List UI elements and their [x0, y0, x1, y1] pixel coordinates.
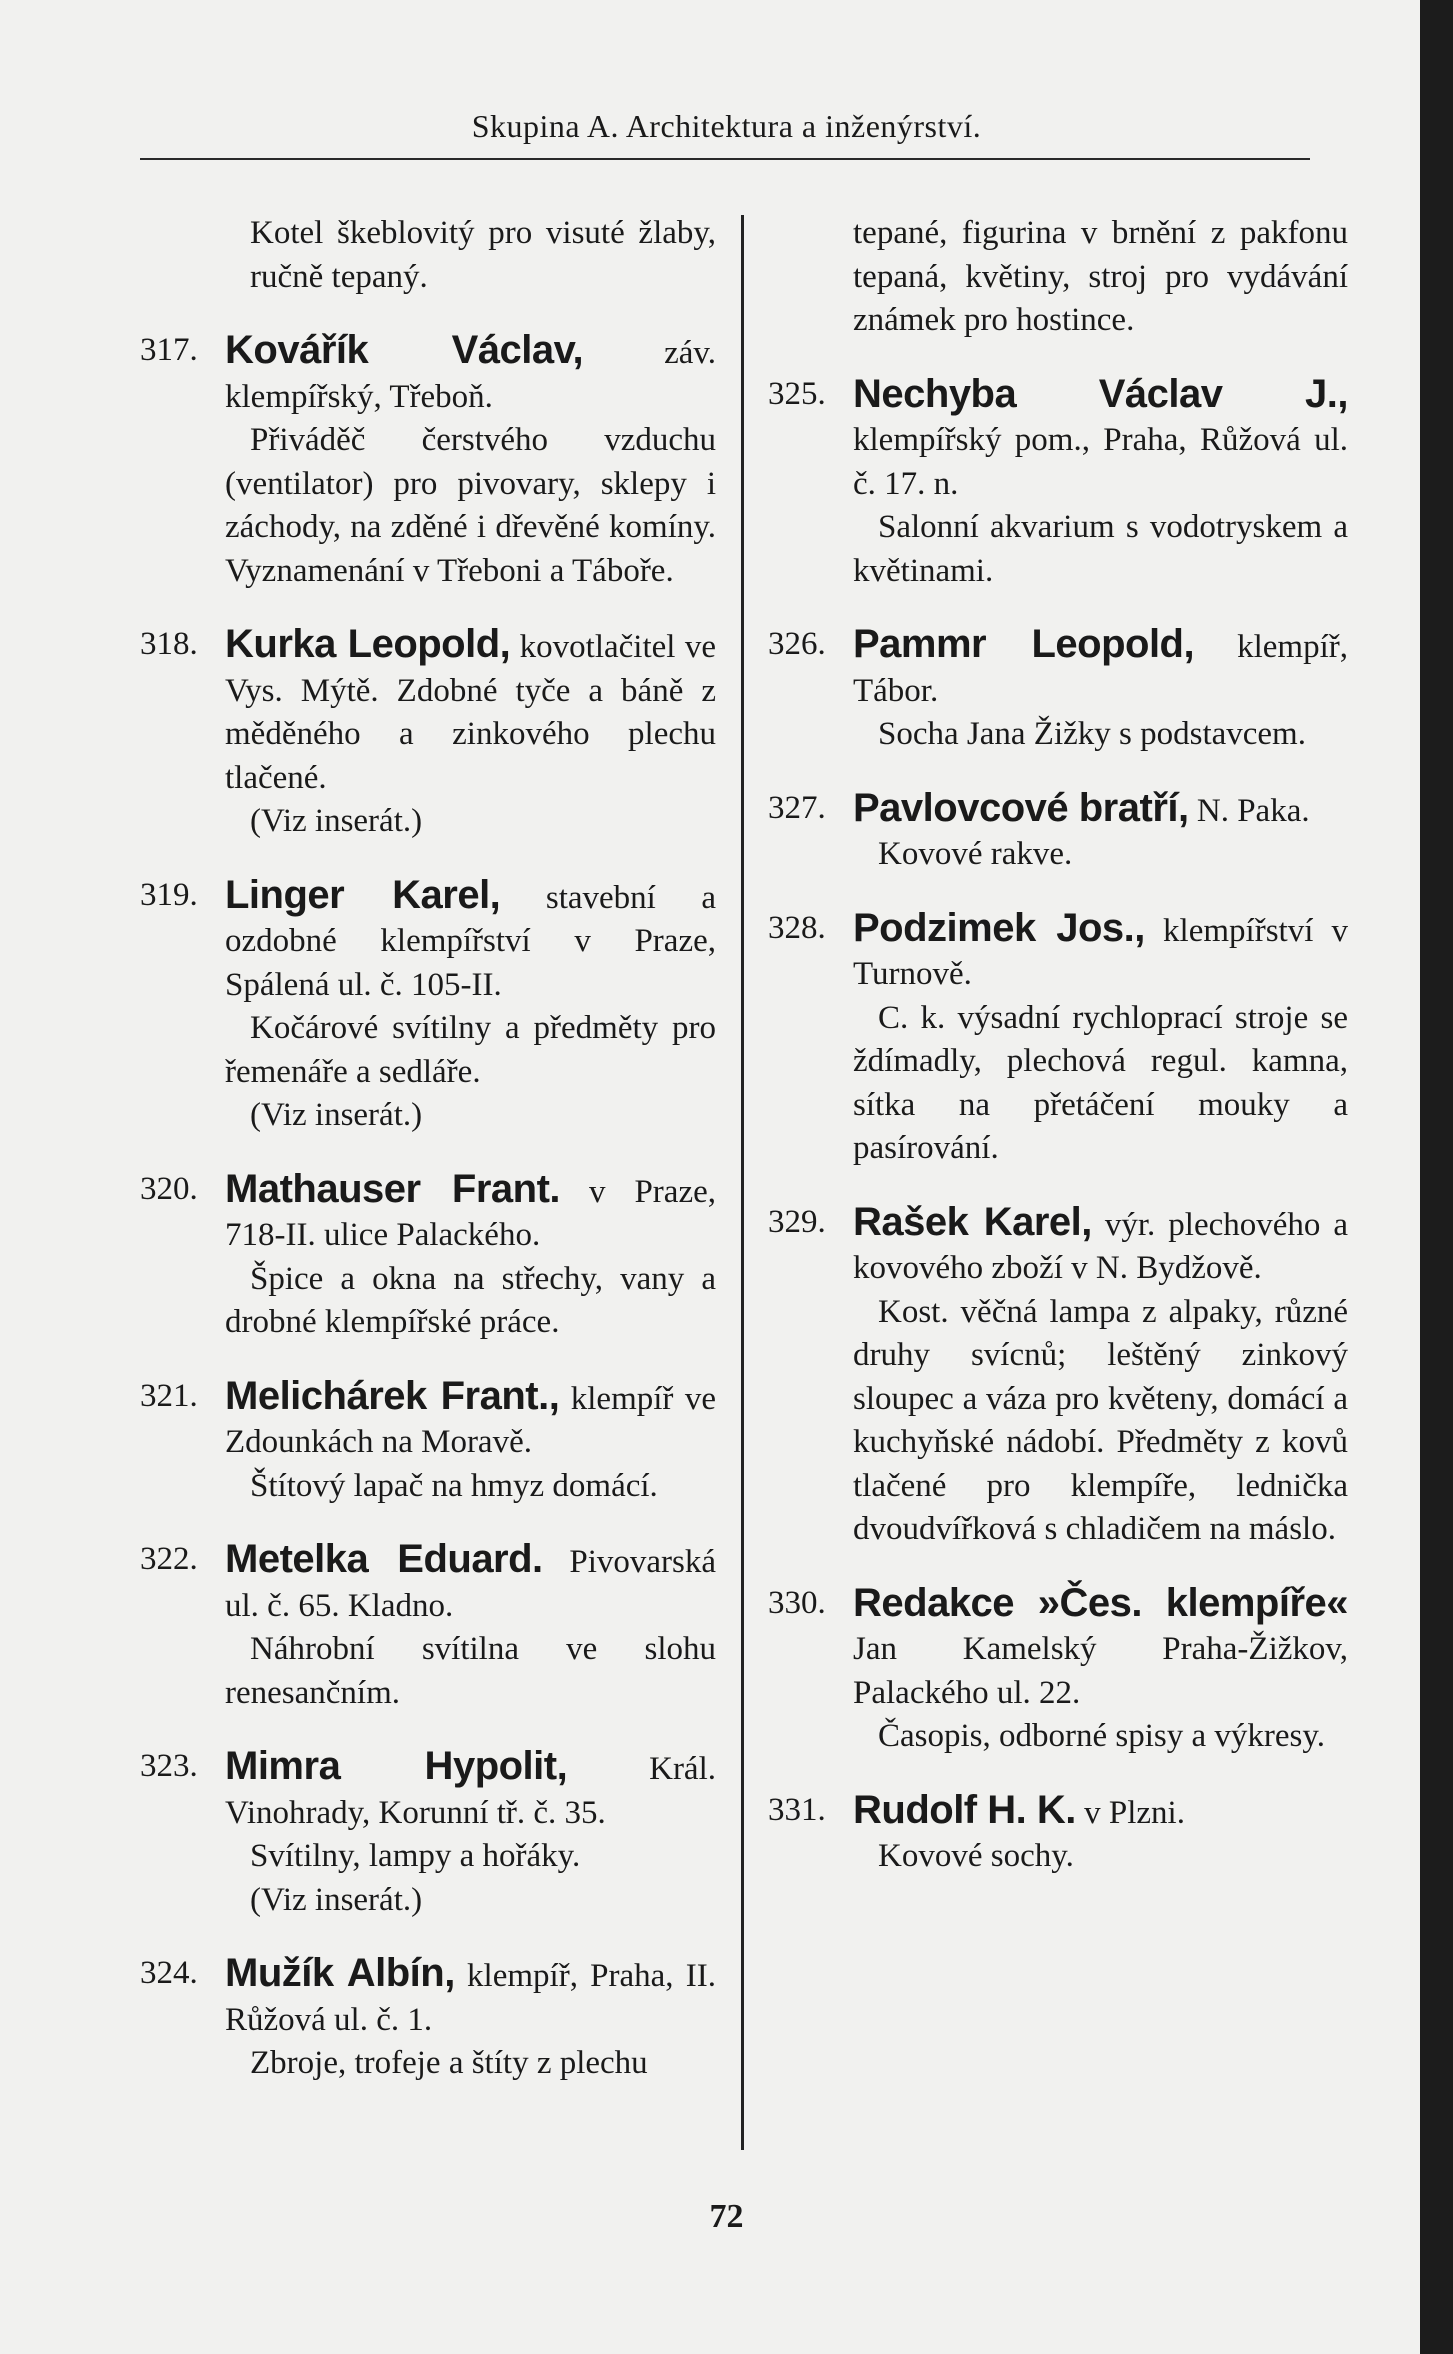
entry-heading: [853, 1201, 1348, 1291]
entry-name: Redakce »Čes. klempíře«: [853, 1580, 1348, 1625]
entry-info: v Plzni.: [1084, 1794, 1185, 1831]
entry-number: 319.: [140, 876, 198, 913]
entry-number: 327.: [768, 789, 826, 826]
page-number: 72: [709, 2198, 744, 2235]
entry-heading: [225, 1745, 716, 1835]
entry-info: kovotlačitel ve Vys. Mýtě. Zdobné tyče a báně z měděného a zinkového plechu tlačené.: [225, 629, 716, 796]
entry-description: Salonní akvarium s vodotryskem a květinami.: [853, 509, 1348, 589]
entry-description: Přiváděč čerstvého vzduchu (ventilator) pro pivovary, sklepy i záchody, na zděné i dřevěné komíny. Vyznamenání v Třeboni a Táboře.: [225, 422, 716, 589]
directory-entry: [140, 1168, 716, 1345]
entry-name: Kovářík Václav,: [225, 328, 584, 372]
entry-info: záv. klempířský, Třeboň.: [225, 335, 716, 415]
entry-heading: [853, 787, 1348, 834]
directory-entry: [768, 787, 1348, 877]
entry-description: Kočárové svítilny a předměty pro řemenáře a sedláře.: [225, 1010, 716, 1090]
entry-name: Mužík Albín,: [225, 1951, 455, 1995]
directory-entry: [140, 874, 716, 1138]
column-divider: [741, 215, 744, 2150]
entry-description: Zbroje, trofeje a štíty z plechu: [250, 2045, 648, 2081]
entry-number: 329.: [768, 1203, 826, 1240]
entry-number: 323.: [140, 1748, 198, 1784]
entry-info: výr. plechového a kovového zboží v N. Bydžově.: [853, 1206, 1349, 1286]
entry-info: klempířský pom., Praha, Růžová ul. č. 17. n.: [853, 422, 1348, 502]
directory-entry: [768, 1201, 1348, 1552]
entry-name: Podzimek Jos.,: [853, 905, 1145, 950]
running-header: Skupina A. Architektura a inženýrství.: [471, 108, 982, 144]
continuation-entry: [140, 212, 716, 299]
entry-info: Pivovarská ul. č. 65. Kladno.: [225, 1544, 716, 1624]
entry-name: Pavlovcové bratří,: [853, 785, 1189, 830]
entry-description: Socha Jana Žižky s podstavcem.: [878, 716, 1306, 752]
directory-entry: [140, 1745, 716, 1922]
entry-number: 324.: [140, 1955, 198, 1991]
entry-note: (Viz inserát.): [250, 803, 423, 839]
entry-heading: [853, 1582, 1348, 1716]
continuation-text: tepané, figurina v brnění z pakfonu tepaná, květiny, stroj pro vydávání známek pro hostince.: [853, 215, 1348, 338]
entry-heading: [225, 1375, 716, 1465]
entry-heading: [853, 623, 1348, 713]
entry-note: (Viz inserát.): [250, 1097, 423, 1133]
entry-info: klempíř, Tábor.: [853, 629, 1348, 709]
entry-heading: [225, 1538, 716, 1628]
right-column: [768, 212, 1348, 1879]
entry-number: 322.: [140, 1541, 198, 1577]
entry-number: 320.: [140, 1170, 198, 1207]
entry-number: 330.: [768, 1584, 826, 1621]
entry-number: 318.: [140, 626, 198, 662]
entry-number: 328.: [768, 909, 826, 946]
entry-number: 326.: [768, 626, 826, 662]
entry-description: Špice a okna na střechy, vany a drobné klempířské práce.: [225, 1260, 716, 1340]
directory-entry: [140, 1375, 716, 1509]
entry-number: 321.: [140, 1377, 198, 1414]
directory-entry: [768, 907, 1348, 1171]
entry-number: 325.: [768, 375, 826, 412]
directory-entry: [140, 1538, 716, 1715]
entry-info: N. Paka.: [1196, 792, 1310, 829]
entry-heading: [853, 373, 1348, 507]
entry-number: 331.: [768, 1791, 826, 1828]
entry-number: 317.: [140, 332, 198, 368]
entry-heading: [853, 1789, 1348, 1836]
entry-heading: [225, 329, 716, 419]
entry-info: klempíř, Praha, II. Růžová ul. č. 1.: [225, 1958, 716, 2038]
entry-name: Linger Karel,: [225, 872, 501, 917]
entry-name: Mimra Hypolit,: [225, 1744, 568, 1788]
entry-description: Svítilny, lampy a hořáky.: [250, 1838, 581, 1874]
directory-entry: [768, 1789, 1348, 1879]
entry-description: Štítový lapač na hmyz domácí.: [250, 1467, 658, 1504]
entry-name: Melichárek Frant.,: [225, 1373, 560, 1418]
entry-description: Časopis, odborné spisy a výkresy.: [878, 1718, 1325, 1754]
entry-heading: [225, 1952, 716, 2042]
entry-heading: [853, 907, 1348, 997]
directory-entry: [768, 623, 1348, 757]
entry-name: Mathauser Frant.: [225, 1166, 561, 1211]
entry-description: Kost. věčná lampa z alpaky, různé druhy svícnů; leštěný zinkový sloupec a váza pro květeny, domácí a kuchyňské nádobí. Předměty z kovů tlačené pro klempíře, lednička dvoudvířková s chladičem na máslo.: [853, 1293, 1348, 1547]
entry-note: (Viz inserát.): [250, 1881, 423, 1918]
continuation-entry: [768, 212, 1348, 343]
entry-name: Kurka Leopold,: [225, 622, 511, 666]
left-column: [140, 212, 716, 2086]
header-rule: [140, 158, 1310, 160]
directory-entry: [140, 329, 716, 593]
entry-description: Kovové rakve.: [878, 836, 1073, 872]
continuation-text: Kotel škeblovitý pro visuté žlaby, ručně tepaný.: [250, 215, 716, 295]
entry-name: Rašek Karel,: [853, 1199, 1092, 1244]
directory-entry: [140, 1952, 716, 2086]
entry-heading: [225, 1168, 716, 1258]
directory-entry: [140, 623, 716, 844]
entry-description: Kovové sochy.: [878, 1838, 1074, 1874]
entry-name: Nechyba Václav J.,: [853, 371, 1348, 416]
entry-info: v Praze, 718-II. ulice Palackého.: [225, 1173, 716, 1253]
entry-info: Jan Kamelský Praha-Žižkov, Palackého ul. 22.: [853, 1631, 1348, 1711]
entry-info: klempířství v Turnově.: [853, 912, 1349, 992]
entry-info: klempíř ve Zdounkách na Moravě.: [225, 1380, 716, 1460]
entry-info: Král. Vinohrady, Korunní tř. č. 35.: [225, 1751, 716, 1831]
directory-entry: [768, 373, 1348, 594]
entry-description: C. k. výsadní rychloprací stroje se ždímadly, plechová regul. kamna, sítka na přetáčení mouky a pasírování.: [853, 999, 1348, 1166]
entry-name: Rudolf H. K.: [853, 1787, 1076, 1832]
entry-name: Metelka Eduard.: [225, 1537, 543, 1581]
entry-name: Pammr Leopold,: [853, 622, 1195, 666]
entry-heading: [225, 874, 716, 1008]
entry-info: stavební a ozdobné klempířství v Praze, Spálená ul. č. 105-II.: [225, 879, 717, 1003]
directory-entry: [768, 1582, 1348, 1759]
entry-heading: [225, 623, 716, 800]
entry-description: Náhrobní svítilna ve slohu renesančním.: [225, 1631, 716, 1711]
